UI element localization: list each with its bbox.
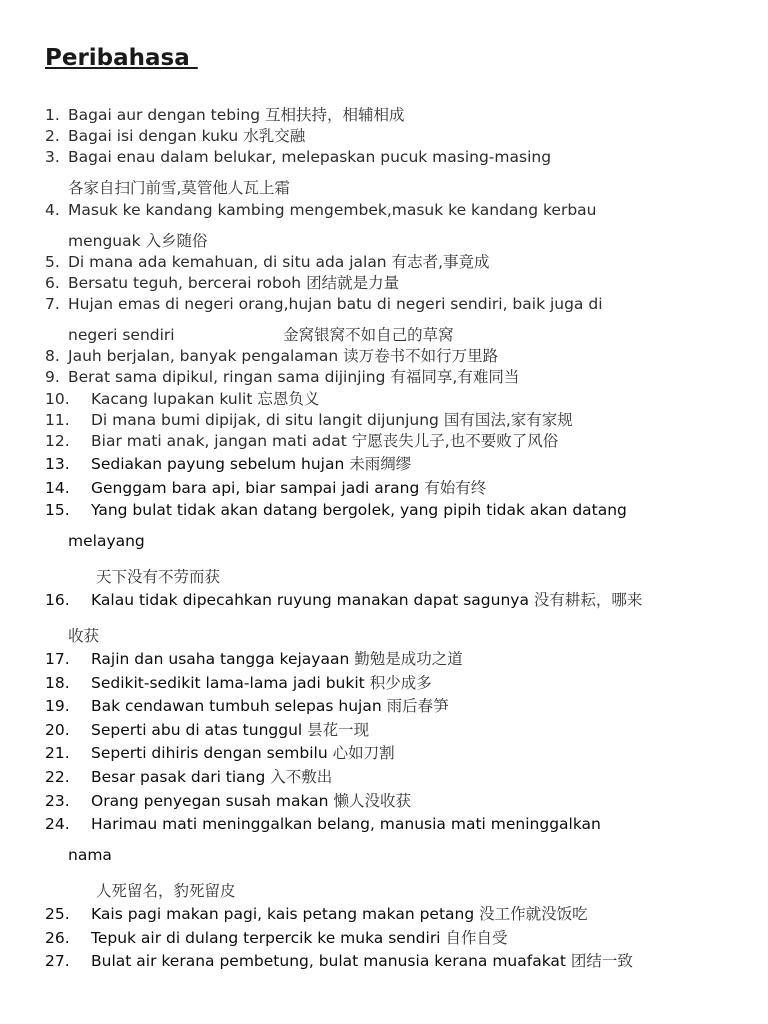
proverb-text (68, 844, 112, 866)
chinese-translation: 有福同享,有难同当 (390, 368, 520, 386)
proverb-line (0, 813, 768, 835)
proverb-line (0, 104, 768, 126)
proverb-line (0, 950, 768, 972)
proverb-text (91, 719, 369, 741)
proverb-text (91, 453, 411, 475)
proverb-text (68, 230, 208, 252)
malay-text: Besar pasak dari tiang (91, 768, 266, 786)
proverb-line (0, 177, 768, 199)
proverb-text (68, 251, 490, 273)
proverb-line (0, 453, 768, 475)
item-number: 9. (45, 368, 60, 386)
item-number: 11. (45, 411, 70, 429)
malay-text: Tepuk air di dulang terpercik ke muka sendiri (91, 929, 441, 947)
proverb-text (91, 409, 573, 431)
item-number: 2. (45, 127, 60, 145)
proverb-text (68, 293, 603, 315)
proverb-line (0, 125, 768, 147)
malay-text: Rajin dan usaha tangga kejayaan (91, 650, 350, 668)
malay-text: Yang bulat tidak akan datang bergolek, yang pipih tidak akan datang (91, 501, 627, 519)
chinese-translation: 心如刀割 (332, 744, 395, 762)
proverb-text (68, 177, 290, 199)
proverb-line (0, 251, 768, 273)
proverb-text (68, 530, 145, 552)
malay-text: menguak (68, 232, 141, 250)
malay-text: Bagai isi dengan kuku (68, 127, 239, 145)
item-number: 7. (45, 295, 60, 313)
item-number: 22. (45, 768, 70, 786)
chinese-translation: 团结一致 (570, 952, 633, 970)
malay-text: Seperti abu di atas tunggul (91, 721, 303, 739)
proverb-text (91, 499, 627, 521)
item-number: 17. (45, 650, 70, 668)
malay-text: Bersatu teguh, bercerai roboh (68, 274, 302, 292)
chinese-translation: 有志者,事竟成 (391, 253, 490, 271)
malay-text: Jauh berjalan, banyak pengalaman (68, 347, 339, 365)
proverb-text (91, 813, 601, 835)
malay-text: Hujan emas di negeri orang,hujan batu di negeri sendiri, baik juga di (68, 295, 603, 313)
proverb-line (0, 695, 768, 717)
item-number: 21. (45, 744, 70, 762)
item-number: 13. (45, 455, 70, 473)
malay-text: nama (68, 846, 112, 864)
proverb-text (96, 880, 236, 902)
proverb-line (0, 388, 768, 410)
malay-text: Masuk ke kandang kambing mengembek,masuk ke kandang kerbau (68, 201, 597, 219)
proverb-line (0, 293, 768, 315)
chinese-translation: 宁愿丧失儿子,也不要败了风俗 (351, 432, 559, 450)
proverb-line (0, 672, 768, 694)
item-number: 10. (45, 390, 70, 408)
proverb-text (68, 625, 99, 647)
proverb-line (0, 719, 768, 741)
proverb-text (68, 324, 454, 346)
proverb-line (0, 648, 768, 670)
proverb-line (0, 566, 768, 588)
proverb-line (0, 927, 768, 949)
chinese-translation: 昙花一现 (307, 721, 370, 739)
malay-text: negeri sendiri (68, 326, 175, 344)
item-number: 16. (45, 591, 70, 609)
item-number: 1. (45, 106, 60, 124)
proverb-text (91, 589, 642, 611)
chinese-translation: 互相扶持，相辅相成 (264, 106, 405, 124)
item-number: 8. (45, 347, 60, 365)
chinese-translation: 没工作就没饭吃 (479, 905, 588, 923)
malay-text: Bak cendawan tumbuh selepas hujan (91, 697, 382, 715)
proverb-line (0, 430, 768, 452)
item-number: 26. (45, 929, 70, 947)
malay-text: melayang (68, 532, 145, 550)
proverb-line (0, 366, 768, 388)
chinese-translation: 有始有终 (424, 479, 487, 497)
proverb-text (91, 648, 463, 670)
chinese-translation: 水乳交融 (243, 127, 306, 145)
chinese-translation: 各家自扫门前雪,莫管他人瓦上霜 (68, 179, 290, 197)
chinese-translation: 忘恩负义 (257, 390, 320, 408)
item-number: 15. (45, 501, 70, 519)
proverb-line (0, 903, 768, 925)
proverb-text (91, 430, 558, 452)
malay-text: Bagai aur dengan tebing (68, 106, 261, 124)
chinese-translation: 金窝银窝不如自己的草窝 (283, 326, 454, 344)
malay-text: Bagai enau dalam belukar, melepaskan pucuk masing-masing (68, 148, 552, 166)
proverb-line (0, 230, 768, 252)
proverb-text (68, 146, 551, 168)
proverb-line (0, 880, 768, 902)
proverb-line (0, 324, 768, 346)
item-number: 18. (45, 674, 70, 692)
proverb-text (91, 903, 588, 925)
proverb-line (0, 499, 768, 521)
proverb-text (91, 790, 411, 812)
item-number: 14. (45, 479, 70, 497)
malay-text: Sedikit-sedikit lama-lama jadi bukit (91, 674, 365, 692)
item-number: 4. (45, 201, 60, 219)
chinese-translation: 积少成多 (369, 674, 432, 692)
chinese-translation: 人死留名，豹死留皮 (96, 882, 236, 900)
chinese-translation: 读万卷书不如行万里路 (343, 347, 499, 365)
page-title: Peribahasa (45, 45, 198, 71)
item-number: 23. (45, 792, 70, 810)
item-number: 24. (45, 815, 70, 833)
malay-text: Kais pagi makan pagi, kais petang makan petang (91, 905, 475, 923)
proverb-line (0, 742, 768, 764)
malay-text: Kalau tidak dipecahkan ruyung manakan dapat sagunya (91, 591, 529, 609)
chinese-translation: 国有国法,家有家规 (443, 411, 573, 429)
proverb-text (91, 927, 507, 949)
item-number: 3. (45, 148, 60, 166)
proverb-text (91, 388, 319, 410)
proverb-text (68, 104, 405, 126)
item-number: 6. (45, 274, 60, 292)
malay-text: Seperti dihiris dengan sembilu (91, 744, 328, 762)
malay-text: Di mana bumi dipijak, di situ langit dijunjung (91, 411, 439, 429)
chinese-translation: 没有耕耘，哪来 (533, 591, 643, 609)
chinese-translation: 未雨绸缪 (349, 455, 412, 473)
proverb-text (91, 766, 332, 788)
proverb-text (91, 695, 449, 717)
item-number: 20. (45, 721, 70, 739)
proverb-text (68, 366, 519, 388)
proverb-line (0, 409, 768, 431)
proverb-line (0, 146, 768, 168)
item-number: 19. (45, 697, 70, 715)
proverb-line (0, 530, 768, 552)
chinese-translation: 勤勉是成功之道 (354, 650, 463, 668)
proverb-line (0, 477, 768, 499)
chinese-translation: 懒人没收获 (333, 792, 411, 810)
proverb-line (0, 790, 768, 812)
chinese-translation: 团结就是力量 (306, 274, 400, 292)
proverb-line (0, 625, 768, 647)
malay-text: Genggam bara api, biar sampai jadi arang (91, 479, 420, 497)
chinese-translation: 入不敷出 (270, 768, 333, 786)
proverb-line (0, 589, 768, 611)
chinese-translation: 天下没有不劳而获 (96, 568, 221, 586)
malay-text: Orang penyegan susah makan (91, 792, 329, 810)
proverb-text (68, 125, 305, 147)
malay-text: Biar mati anak, jangan mati adat (91, 432, 347, 450)
item-number: 5. (45, 253, 60, 271)
proverb-text (68, 345, 498, 367)
chinese-translation: 雨后春笋 (386, 697, 449, 715)
malay-text: Kacang lupakan kulit (91, 390, 253, 408)
proverb-line (0, 345, 768, 367)
malay-text: Sediakan payung sebelum hujan (91, 455, 345, 473)
proverb-line (0, 766, 768, 788)
chinese-translation: 自作自受 (445, 929, 508, 947)
item-number: 27. (45, 952, 70, 970)
proverb-line (0, 272, 768, 294)
proverb-line (0, 844, 768, 866)
malay-text: Bulat air kerana pembetung, bulat manusia kerana muafakat (91, 952, 566, 970)
proverb-line (0, 199, 768, 221)
item-number: 12. (45, 432, 70, 450)
malay-text: Di mana ada kemahuan, di situ ada jalan (68, 253, 387, 271)
proverb-text (91, 477, 486, 499)
chinese-translation: 收获 (68, 627, 100, 645)
proverb-text (91, 950, 633, 972)
chinese-translation: 入乡随俗 (145, 232, 208, 250)
malay-text: Berat sama dipikul, ringan sama dijinjing (68, 368, 386, 386)
proverb-text (68, 199, 597, 221)
proverb-text (68, 272, 399, 294)
proverb-text (91, 742, 395, 764)
proverb-text (96, 566, 220, 588)
malay-text: Harimau mati meninggalkan belang, manusia mati meninggalkan (91, 815, 601, 833)
item-number: 25. (45, 905, 70, 923)
proverb-text (91, 672, 432, 694)
